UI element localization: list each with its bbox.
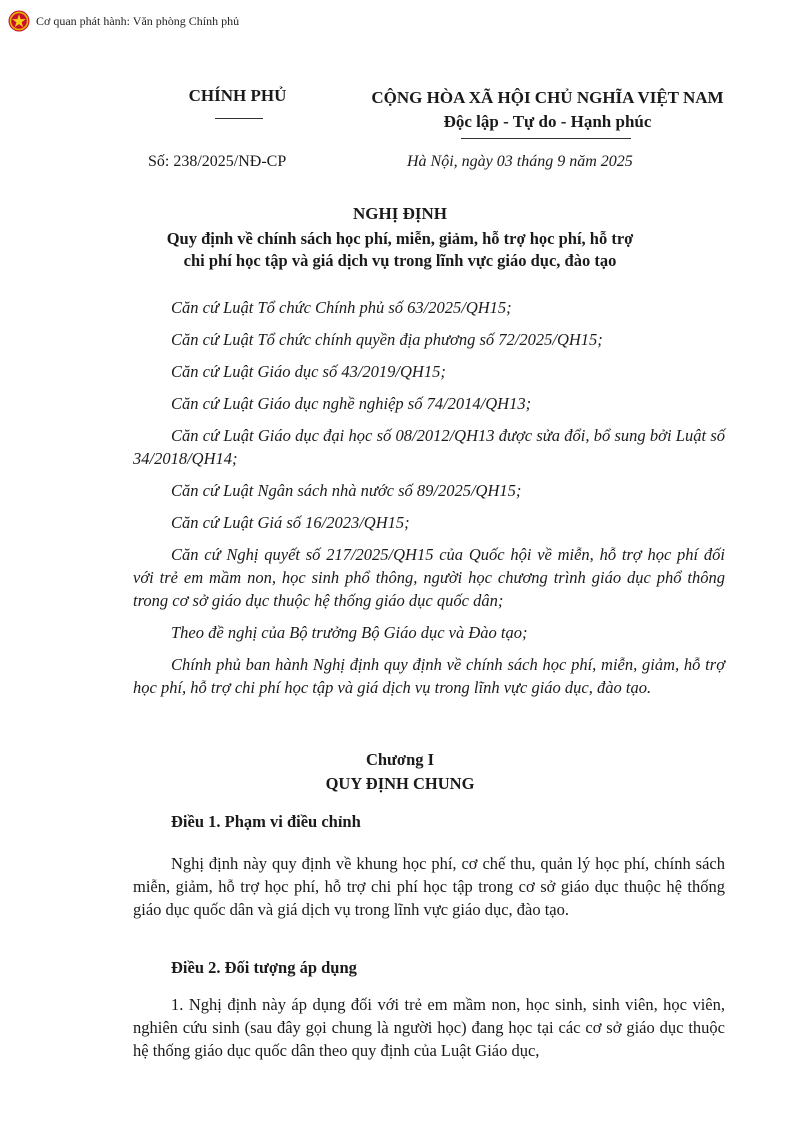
subject-line-1: Quy định về chính sách học phí, miễn, giảm, hỗ trợ học phí, hỗ trợ [166,229,634,248]
national-title-block [355,86,740,134]
legal-basis-item: Căn cứ Luật Tổ chức chính quyền địa phương số 72/2025/QH15; [171,330,603,349]
legal-basis-item: Căn cứ Luật Tổ chức Chính phủ số 63/2025/QH15; [171,298,512,317]
legal-basis-item: Căn cứ Luật Giáo dục số 43/2019/QH15; [171,362,446,381]
legal-basis-item: Theo đề nghị của Bộ trưởng Bộ Giáo dục và Đào tạo; [171,623,528,642]
issuer-underline [215,118,263,119]
chapter-heading [0,748,800,796]
article-2-body: 1. Nghị định này áp dụng đối với trẻ em mầm non, học sinh, sinh viên, học viên, nghiên cứu sinh (sau đây gọi chung là người học) đang học tại các cơ sở giáo dục thuộc hệ thống giáo dục quốc dân theo quy định của Luật Giáo dục, [133,995,725,1060]
article-1-body: Nghị định này quy định về khung học phí, cơ chế thu, quản lý học phí, chính sách miễn, giảm, hỗ trợ học phí, hỗ trợ chi phí học tập trong cơ sở giáo dục thuộc hệ thống giáo dục quốc dân và giá dịch vụ trong lĩnh vực giáo dục, đào tạo. [133,854,725,919]
subject-line-2: chi phí học tập và giá dịch vụ trong lĩnh vực giáo dục, đào tạo [183,251,617,270]
legal-basis-item: Căn cứ Luật Giá số 16/2023/QH15; [171,513,410,532]
national-motto: Độc lập - Tự do - Hạnh phúc [443,112,652,131]
legal-basis-item: Căn cứ Nghị quyết số 217/2025/QH15 của Quốc hội về miễn, hỗ trợ học phí đối với trẻ em mầm non, học sinh phổ thông, người học chương trình giáo dục phổ thông trong cơ sở giáo dục thuộc hệ thống giáo dục quốc dân; [133,545,725,610]
article-1-title: Điều 1. Phạm vi điều chỉnh [171,812,361,831]
document-subject [150,228,650,272]
publisher-bar [8,8,239,34]
place-and-date: Hà Nội, ngày 03 tháng 9 năm 2025 [407,153,633,170]
national-emblem-icon [8,10,30,32]
document-type: NGHỊ ĐỊNH [353,204,447,223]
chapter-number: Chương I [365,750,435,769]
legal-basis-item: Căn cứ Luật Ngân sách nhà nước số 89/2025/QH15; [171,481,522,500]
document-number: Số: 238/2025/NĐ-CP [148,153,287,170]
chapter-title: QUY ĐỊNH CHUNG [325,774,475,793]
publisher-label: Cơ quan phát hành: Văn phòng Chính phủ [36,13,240,28]
motto-underline [461,138,631,139]
issuing-agency: CHÍNH PHỦ [188,86,287,105]
enactment-clause: Chính phủ ban hành Nghị định quy định về chính sách học phí, miễn, giảm, hỗ trợ học phí, hỗ trợ chi phí học tập và giá dịch vụ trong lĩnh vực giáo dục, đào tạo. [133,655,725,697]
legal-bases [133,296,725,708]
article-2-title: Điều 2. Đối tượng áp dụng [171,958,357,977]
nation-name: CỘNG HÒA XÃ HỘI CHỦ NGHĨA VIỆT NAM [371,88,724,107]
legal-basis-item: Căn cứ Luật Giáo dục nghề nghiệp số 74/2014/QH13; [171,394,532,413]
legal-basis-item: Căn cứ Luật Giáo dục đại học số 08/2012/QH13 được sửa đổi, bổ sung bởi Luật số 34/2018/QH14; [133,426,725,468]
